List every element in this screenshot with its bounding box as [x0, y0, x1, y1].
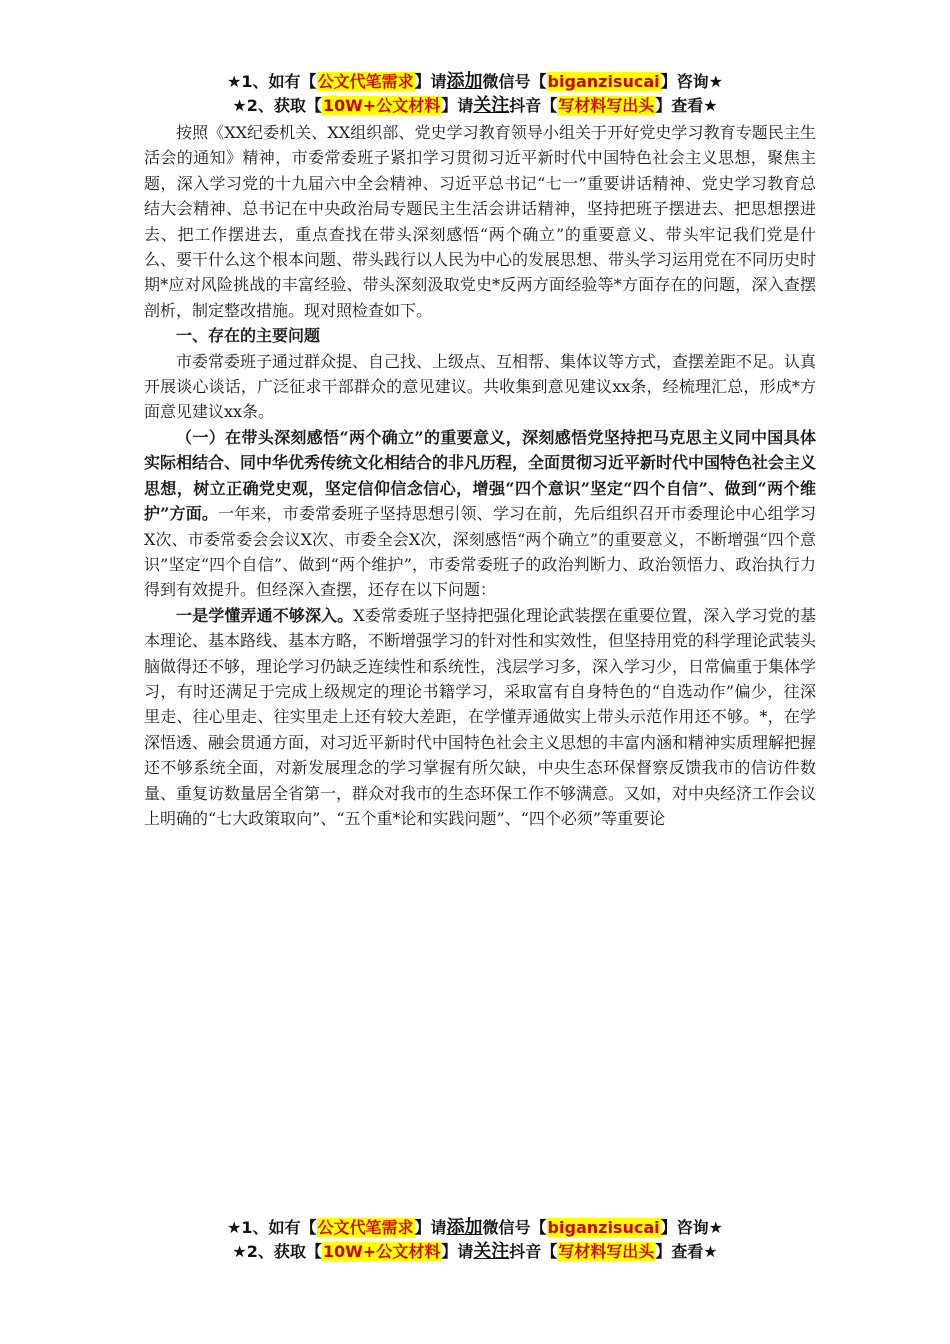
- promo-line-1-prefix: ★1、如有【: [227, 1218, 317, 1237]
- promo-line-1-mid2: 微信号【: [482, 72, 547, 91]
- document-body: [144, 120, 816, 831]
- promo-line-1-mid: 】请: [414, 1218, 447, 1237]
- promo-line-2-footer: [0, 1240, 950, 1264]
- promo-line-1-mid2: 微信号【: [482, 1218, 547, 1237]
- promo-line-2-suffix: 】查看★: [655, 96, 718, 115]
- promo-line-1-highlight-wechat: biganzisucai: [547, 72, 660, 91]
- promo-line-1-suffix: 】咨询★: [660, 1218, 723, 1237]
- promo-line-2-highlight-materials: 10W+公文材料: [322, 1242, 441, 1261]
- promo-line-2-highlight-douyin: 写材料写出头: [558, 96, 655, 115]
- problem-one-title: 一是学懂弄通不够深入。: [176, 605, 354, 625]
- promo-line-2-emphasis: 关注: [473, 95, 510, 116]
- promo-line-2-highlight-douyin: 写材料写出头: [558, 1242, 655, 1261]
- promo-line-2-suffix: 】查看★: [655, 1242, 718, 1261]
- promo-line-1-emphasis: 添加: [446, 71, 483, 92]
- promo-line-1-suffix: 】咨询★: [660, 72, 723, 91]
- promo-line-2-mid: 】请: [441, 1242, 474, 1261]
- promo-line-2-mid: 】请: [441, 96, 474, 115]
- promo-line-1: [0, 70, 950, 94]
- promo-line-1-highlight-service: 公文代笔需求: [317, 1218, 414, 1237]
- promo-line-2-mid2: 抖音【: [509, 96, 558, 115]
- top-promo-banner: [0, 70, 950, 118]
- promo-line-2: [0, 94, 950, 118]
- paragraph-problem-one: [144, 603, 816, 832]
- section-one-text: 一年来，市委常委班子坚持思想引领、学习在前，先后组织召开市委理论中心组学习X次、市委常委会会议X次、市委全会X次，深刻感悟“两个确立”的重要意义，不断增强“四个意识”坚定“四个自信”、做到“两个维护”，市委常委班子的政治判断力、政治领悟力、政治执行力得到有效提升。但经深入查摆，还存在以下问题：: [144, 504, 816, 600]
- paragraph-section-one: [144, 425, 816, 603]
- promo-line-1-mid: 】请: [414, 72, 447, 91]
- intro-paragraph: 按照《XX纪委机关、XX组织部、党史学习教育领导小组关于开好党史学习教育专题民主生活会的通知》精神，市委常委班子紧扣学习贯彻习近平新时代中国特色社会主义思想，聚焦主题，深入学习党的十九届六中全会精神、习近平总书记“七一”重要讲话精神、党史学习教育总结大会精神、总书记在中央政治局专题民主生活会讲话精神，坚持把班子摆进去、把思想摆进去、把工作摆进去，重点查找在带头深刻感悟“两个确立”的重要意义、带头牢记我们党是什么、要干什么这个根本问题、带头践行以人民为中心的发展思想、带头学习运用党在不同历史时期*应对风险挑战的丰富经验、带头深刻汲取党史*反两方面经验等*方面存在的问题，深入查摆剖析，制定整改措施。现对照检查如下。: [144, 123, 817, 320]
- promo-line-1-emphasis: 添加: [446, 1217, 483, 1238]
- promo-line-1-highlight-wechat: biganzisucai: [547, 1218, 660, 1237]
- bottom-promo-banner: [0, 1216, 950, 1264]
- promo-line-2-prefix: ★2、获取【: [232, 1242, 322, 1261]
- paragraph-feedback: 市委常委班子通过群众提、自己找、上级点、互相帮、集体议等方式，查摆差距不足。认真开展谈心谈话，广泛征求干部群众的意见建议。共收集到意见建议xx条，经梳理汇总，形成*方面意见建议xx条。: [144, 351, 817, 422]
- promo-line-2-emphasis: 关注: [473, 1241, 510, 1262]
- problem-one-text: X委常委班子坚持把强化理论武装摆在重要位置，深入学习党的基本理论、基本路线、基本方略，不断增强学习的针对性和实效性，但坚持用党的科学理论武装头脑做得还不够，理论学习仍缺乏连续性和系统性，浅层学习多，深入学习少，日常偏重于集体学习，有时还满足于完成上级规定的理论书籍学习，采取富有自身特色的“自选动作”偏少，往深里走、往心里走、往实里走上还有较大差距，在学懂弄通做实上带头示范作用还不够。*，在学深悟透、融会贯通方面，对习近平新时代中国特色社会主义思想的丰富内涵和精神实质理解把握还不够系统全面，对新发展理念的学习掌握有所欠缺，中央生态环保督察反馈我市的信访件数量、重复访数量居全省第一，群众对我市的生态环保工作不够满意。又如，对中央经济工作会议上明确的“七大政策取向”、“五个重*论和实践问题”、“四个必须”等重要论: [144, 605, 817, 828]
- promo-line-2-mid2: 抖音【: [509, 1242, 558, 1261]
- promo-line-2-prefix: ★2、获取【: [232, 96, 322, 115]
- promo-line-2-highlight-materials: 10W+公文材料: [322, 96, 441, 115]
- promo-line-1-prefix: ★1、如有【: [227, 72, 317, 91]
- promo-line-1-footer: [0, 1216, 950, 1240]
- section-heading: 一、存在的主要问题: [176, 326, 321, 346]
- promo-line-1-highlight-service: 公文代笔需求: [317, 72, 414, 91]
- section-one-title: （一）在带头深刻感悟“两个确立”的重要意义，深刻感悟党坚持把马克思主义同中国具体实际相结合、同中华优秀传统文化相结合的非凡历程，全面贯彻习近平新时代中国特色社会主义思想，树立正确党史观，坚定信仰信念信心，增强“四个意识”坚定“四个自信”、做到“两个维护”方面。: [144, 427, 817, 524]
